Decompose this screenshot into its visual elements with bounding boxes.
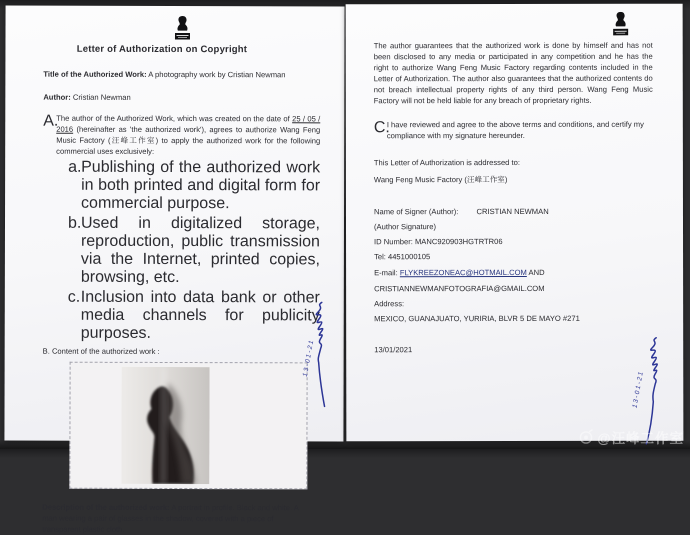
signer-label: Name of Signer (Author): [373,207,459,217]
item-text: Inclusion into data bank or other media channels for publicity purposes. [80,288,320,342]
email-secondary: CRISTIANNEWMANFOTOGRAFIA@GMAIL.COM [374,283,545,294]
signer-line [374,206,653,217]
item-marker: c. [67,288,81,306]
clause-a-text [56,113,320,158]
item-text: Publishing of the authorized work in both printed and digital form for commercial purpose. [81,158,321,213]
author-line [43,92,320,104]
author-value: Cristian Newman [72,92,131,102]
signing-date: 13/01/2021 [374,345,413,355]
letter-page-2 [346,4,684,442]
item-text: Used in digitalized storage, reproduction, public transmission via the Internet, printed copies, browsing, etc. [80,214,321,287]
addressed-value: Wang Feng Music Factory (汪峰工作室) [373,175,508,185]
clause-a-intro: The author of the Authorized Work, which was created on the date of [56,113,290,124]
clause-c-text: I have reviewed and agree to the above terms and conditions, and certify my compliance with my signature hereunder. [386,119,644,141]
authorized-work-photo [121,367,209,484]
tel-line: Tel: 4451000105 [374,252,431,262]
email-link-primary: FLYKREEZONEAC@HOTMAIL.COM [399,267,527,278]
weibo-eye-icon [578,429,594,445]
clause-b-label: B. Content of the authorized work : [42,346,160,356]
clause-c-marker: C. [373,119,390,137]
author-label: Author: [43,92,71,102]
clause-a-sublist [68,159,320,344]
work-title-line [43,69,320,81]
guarantee-paragraph: The author guarantees that the authorized work is done by himself and has not been disclosed to any media or participated in any competition and he has the right to authorize Wang Feng Music Factory regarding contents included in the Letter of Authorization. The author also guarantees that the authorized contents do not breach intellectual property rights of any third person. Wang Feng Music Factory will not be held liable for any breach of proprietary rights. [373,40,653,106]
address-label: Address: [374,299,405,309]
work-title-value: A photography work by Cristian Newman [148,69,286,80]
page-1-content [4,6,344,534]
author-signature-label: (Author Signature) [373,222,437,232]
handwritten-date: 13-01-21 [301,338,316,378]
clause-a-rest: (hereinafter as 'the authorized work'), agrees to authorize Wang Feng Music Factory (汪峰工作室) to apply the authorized work for the following commercial uses exclusively: [56,124,321,156]
id-number-line: ID Number: MANC920903HGTRTR06 [374,237,503,247]
item-marker: b. [67,214,82,232]
description-line [42,502,319,535]
letter-page-1 [4,6,344,534]
list-item [68,159,320,214]
clause-c [374,119,653,141]
email-line [374,267,653,278]
document-title: Letter of Authorization on Copyright [76,43,248,56]
clause-a [43,113,321,344]
list-item [68,289,320,344]
clause-a-marker: A. [43,112,59,130]
signer-value: CRISTIAN NEWMAN [476,206,549,217]
handwritten-signature-left [298,296,338,414]
wangfeng-studio-logo-icon [174,16,190,40]
item-marker: a. [68,158,82,176]
list-item [68,215,320,288]
address-value: MEXICO, GUANAJUATO, YURIRIA, BLVR 5 DE MAYO #271 [374,313,580,324]
email-conjunction: AND [528,267,545,277]
weibo-watermark [578,427,684,447]
handwritten-date: 13-01-21 [631,369,646,409]
description-label: Description of the authorized work: [42,502,170,512]
work-title-label: Title of the Authorized Work: [43,69,147,79]
authorized-work-frame [69,362,307,490]
email-label: E-mail: [374,268,398,278]
creation-date: 25 / 05 / 2016 [56,114,321,134]
watermark-text: @汪峰工作室 [597,431,684,446]
description-text: A portrait in profile. Black and white. A man wearing a pair of glasses in the shadow, covered with a piece of transparent plastic cloth. [42,502,299,534]
addressed-label: This Letter of Authorization is addressed to: [373,157,520,168]
